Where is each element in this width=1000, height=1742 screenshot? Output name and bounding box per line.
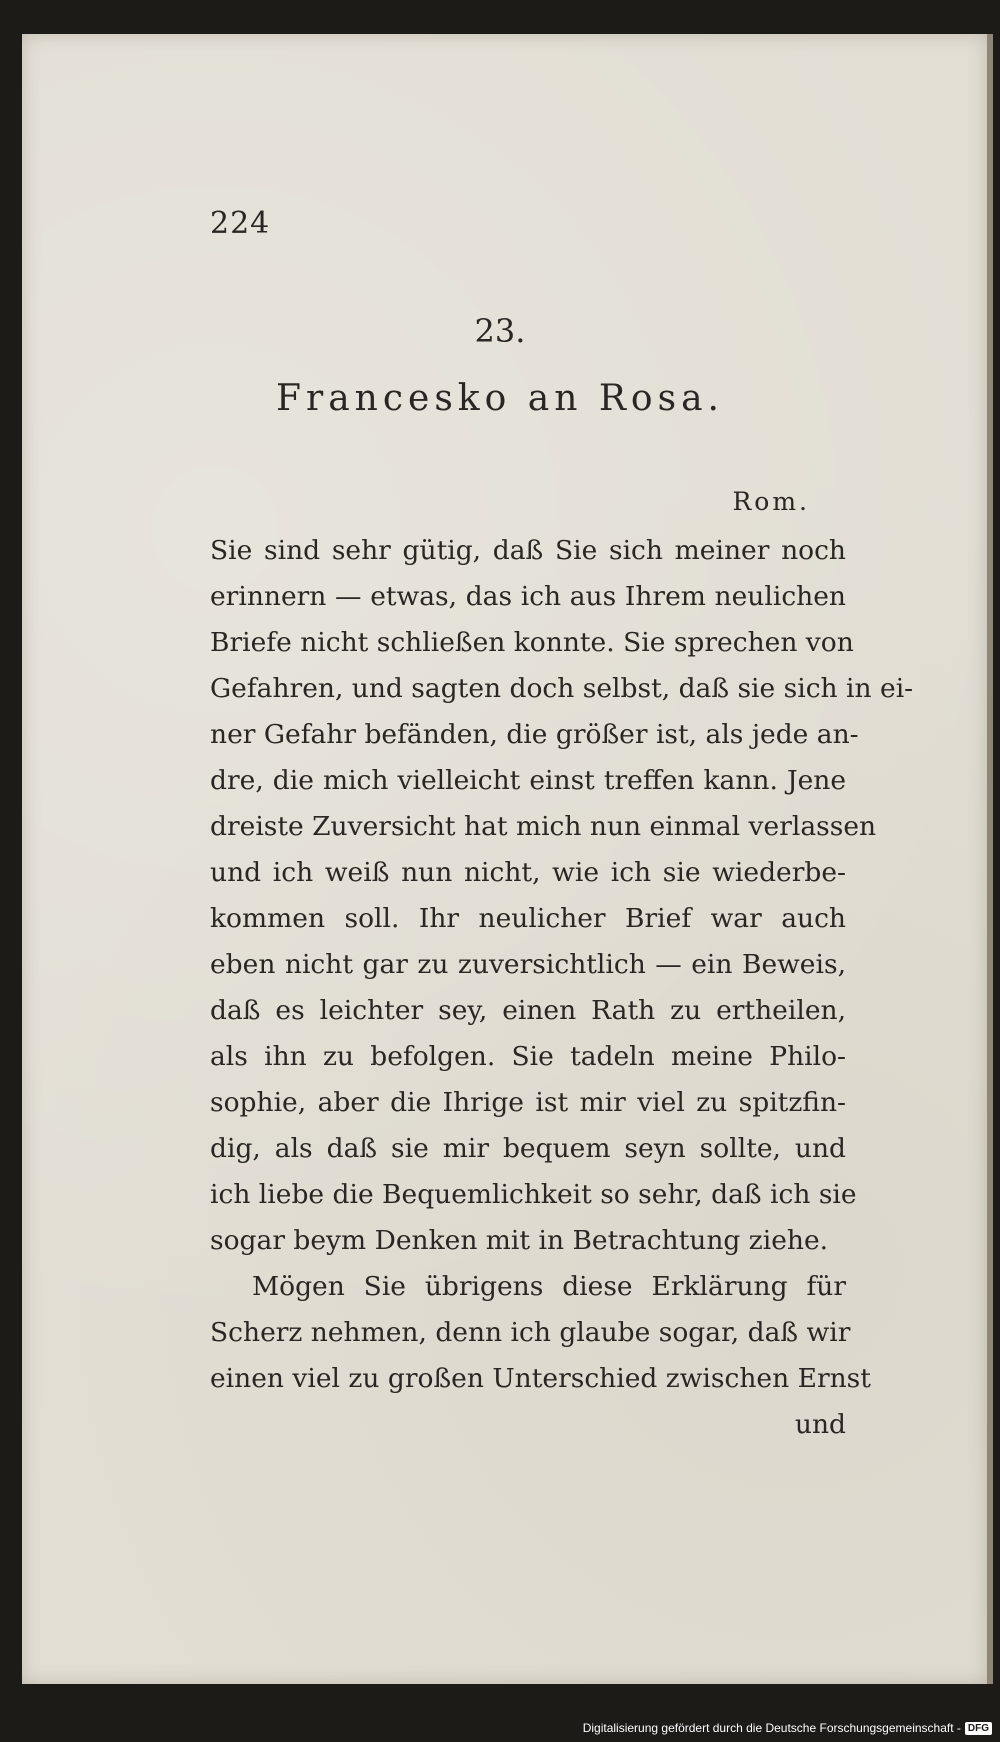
body-line: dreiste Zuversicht hat mich nun einmal verlassen <box>210 811 877 842</box>
body-line: kommen soll. Ihr neulicher Brief war auch <box>210 903 846 934</box>
body-line: Mögen Sie übrigens diese Erklärung für <box>252 1271 846 1302</box>
body-line: sogar beym Denken mit in Betrachtung ziehe. <box>210 1225 829 1256</box>
body-line: ner Gefahr befänden, die größer ist, als jede an- <box>210 719 859 750</box>
dfg-logo: DFG <box>965 1722 992 1735</box>
body-line: Briefe nicht schließen konnte. Sie sprechen von <box>210 627 854 658</box>
body-line: Scherz nehmen, denn ich glaube sogar, daß wir <box>210 1317 851 1348</box>
body-line: und ich weiß nun nicht, wie ich sie wiederbe- <box>210 857 846 888</box>
body-line: dig, als daß sie mir bequem seyn sollte, und <box>210 1133 846 1164</box>
body-line: ich liebe die Bequemlichkeit so sehr, daß ich sie <box>210 1179 857 1210</box>
letter-body <box>210 528 914 1448</box>
body-line: sophie, aber die Ihrige ist mir viel zu spitzfin- <box>210 1087 846 1118</box>
body-line: daß es leichter sey, einen Rath zu ertheilen, <box>210 995 846 1026</box>
page-number: 224 <box>210 206 271 241</box>
letter-number: 23. <box>474 312 526 350</box>
body-line: dre, die mich vielleicht einst treffen kann. Jene <box>210 765 846 796</box>
body-line: eben nicht gar zu zuversichtlich — ein Beweis, <box>210 949 846 980</box>
digitization-credit <box>583 1718 992 1738</box>
body-line: Gefahren, und sagten doch selbst, daß sie sich in ei- <box>210 673 914 704</box>
catchword: und <box>794 1409 846 1440</box>
body-line: einen viel zu großen Unterschied zwischen Ernst <box>210 1363 871 1394</box>
body-line: Sie sind sehr gütig, daß Sie sich meiner noch <box>210 535 846 566</box>
body-line: als ihn zu befolgen. Sie tadeln meine Philo- <box>210 1041 846 1072</box>
place-heading: Rom. <box>732 487 810 516</box>
body-line: erinnern — etwas, das ich aus Ihrem neulichen <box>210 581 846 612</box>
letter-title: Francesko an Rosa. <box>276 378 724 419</box>
page-edge <box>987 34 993 1684</box>
credit-text: Digitalisierung gefördert durch die Deutsche Forschungsgemeinschaft - <box>582 1721 961 1735</box>
